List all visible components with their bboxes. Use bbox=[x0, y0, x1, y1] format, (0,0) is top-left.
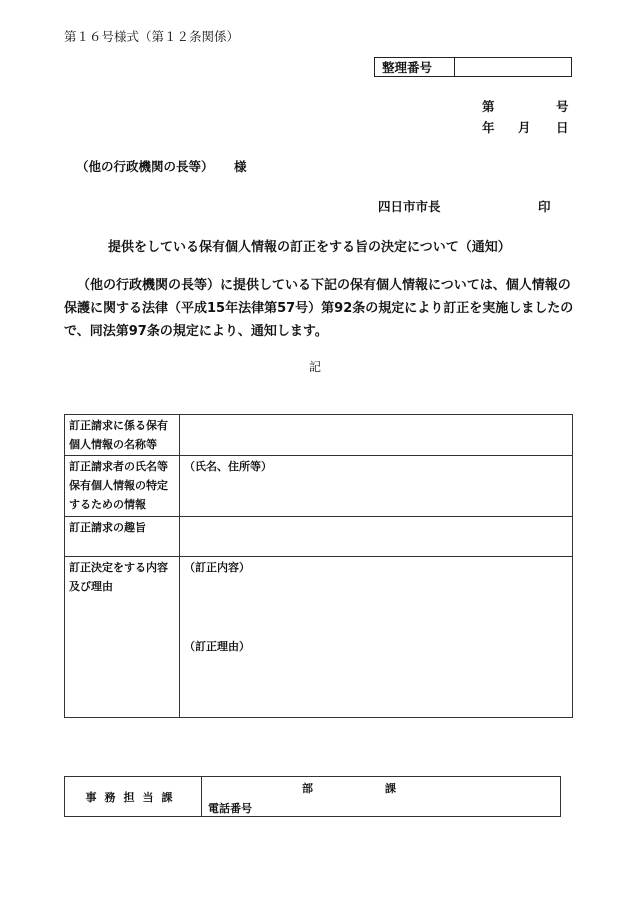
details-table bbox=[64, 414, 573, 718]
contact-label: 事務担当課 bbox=[65, 777, 202, 817]
form-number: 第１６号様式（第１２条関係） bbox=[64, 29, 240, 44]
date-year: 年 bbox=[482, 120, 495, 135]
serial-number-box bbox=[374, 57, 572, 77]
row-decision-label: 訂正決定をする内容及び理由 bbox=[65, 557, 180, 718]
number-suffix: 号 bbox=[556, 99, 569, 114]
addressee-name: （他の行政機関の長等） bbox=[76, 159, 214, 174]
row-purpose-label: 訂正請求の趣旨 bbox=[65, 517, 180, 557]
contact-value[interactable] bbox=[202, 777, 561, 817]
date-month: 月 bbox=[518, 120, 531, 135]
row-info-name-value[interactable] bbox=[180, 415, 573, 456]
contact-department: 部 bbox=[302, 782, 313, 795]
serial-number-field[interactable] bbox=[455, 58, 571, 76]
contact-phone: 電話番号 bbox=[208, 802, 252, 815]
row-requester-label: 訂正請求者の氏名等 保有個人情報の特定するための情報 bbox=[65, 456, 180, 517]
notice-body: （他の行政機関の長等）に提供している下記の保有個人情報については、個人情報の保護に関する法律（平成15年法律第57号）第92条の規定により訂正を実施しましたので、同法第97条の規定により、通知します。 bbox=[64, 278, 574, 339]
serial-number-label: 整理番号 bbox=[375, 58, 455, 76]
sender-name: 四日市市長 bbox=[378, 199, 441, 214]
addressee-honorific: 様 bbox=[234, 159, 247, 174]
ki-marker: 記 bbox=[309, 360, 322, 374]
row-decision-value[interactable] bbox=[180, 557, 573, 718]
date-day: 日 bbox=[556, 120, 569, 135]
sender-seal: 印 bbox=[538, 199, 551, 214]
row-purpose-value[interactable] bbox=[180, 517, 573, 557]
row-info-name-label: 訂正請求に係る保有個人情報の名称等 bbox=[65, 415, 180, 456]
correction-content-label: （訂正内容） bbox=[184, 561, 250, 574]
correction-reason-label: （訂正理由） bbox=[184, 640, 250, 653]
contact-section: 課 bbox=[385, 782, 396, 795]
row-requester-value[interactable]: （氏名、住所等） bbox=[180, 456, 573, 517]
document-title: 提供をしている保有個人情報の訂正をする旨の決定について（通知） bbox=[108, 240, 511, 255]
contact-table bbox=[64, 776, 561, 817]
number-prefix: 第 bbox=[482, 99, 495, 114]
